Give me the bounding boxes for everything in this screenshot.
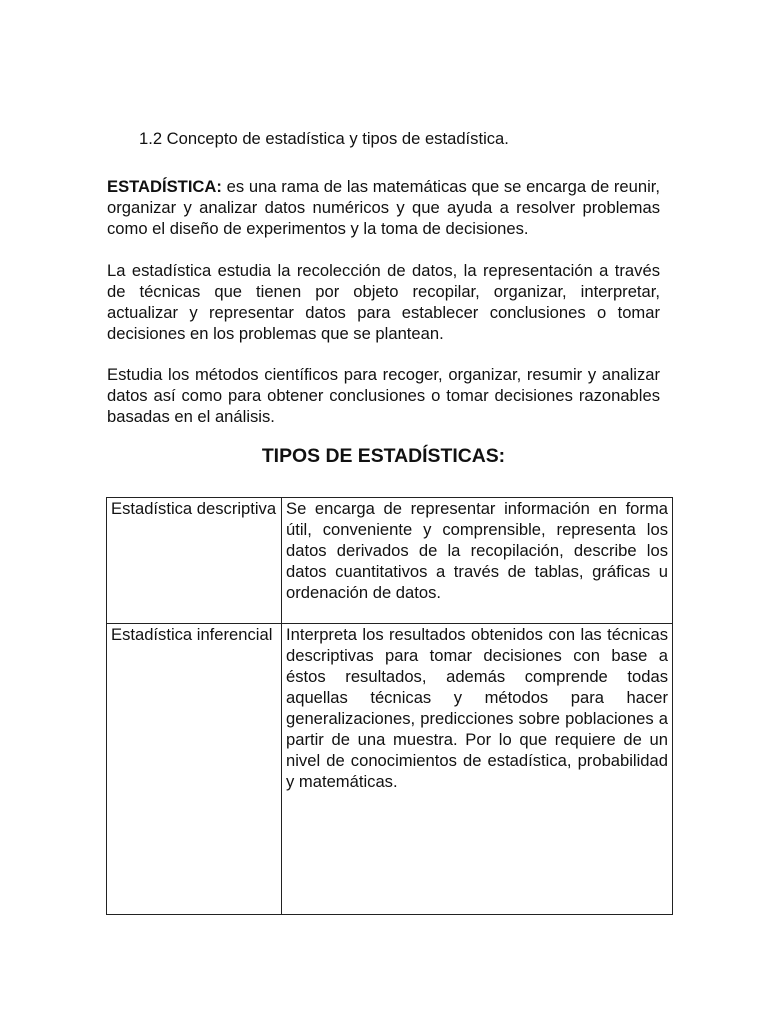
definition-text: es una rama de las matemáticas que se encarga de reunir, organizar y analizar datos numéricos y que ayuda a resolver problemas como el diseño de experimentos y la toma de decisiones.: [107, 177, 660, 238]
types-table: [106, 497, 673, 915]
type-name-cell: Estadística inferencial: [107, 624, 282, 915]
methods-paragraph: Estudia los métodos científicos para recoger, organizar, resumir y analizar datos así como para obtener conclusiones o tomar decisiones razonables basadas en el análisis.: [107, 365, 660, 426]
type-description-cell: Interpreta los resultados obtenidos con las técnicas descriptivas para tomar decisiones con base a éstos resultados, además comprende todas aquellas técnicas y métodos para hacer generalizaciones, predicciones sobre poblaciones a partir de una muestra. Por lo que requiere de un nivel de conocimientos de estadística, probabilidad y matemáticas.: [282, 624, 673, 915]
section-heading: 1.2 Concepto de estadística y tipos de estadística.: [139, 129, 509, 148]
type-description-cell: Se encarga de representar información en forma útil, conveniente y comprensible, representa los datos derivados de la recopilación, describe los datos cuantitativos a través de tablas, gráficas u ordenación de datos.: [282, 498, 673, 624]
definition-paragraph: [107, 176, 660, 239]
definition-term: ESTADÍSTICA:: [107, 177, 222, 196]
table-row: [107, 624, 673, 915]
recollection-paragraph: La estadística estudia la recolección de datos, la representación a través de técnicas que tienen por objeto recopilar, organizar, interpretar, actualizar y representar datos para establecer conclusiones o tomar decisiones en los problemas que se plantean.: [107, 261, 660, 343]
types-heading: TIPOS DE ESTADÍSTICAS:: [261, 445, 506, 467]
table-row: [107, 498, 673, 624]
type-name-cell: Estadística descriptiva: [107, 498, 282, 624]
